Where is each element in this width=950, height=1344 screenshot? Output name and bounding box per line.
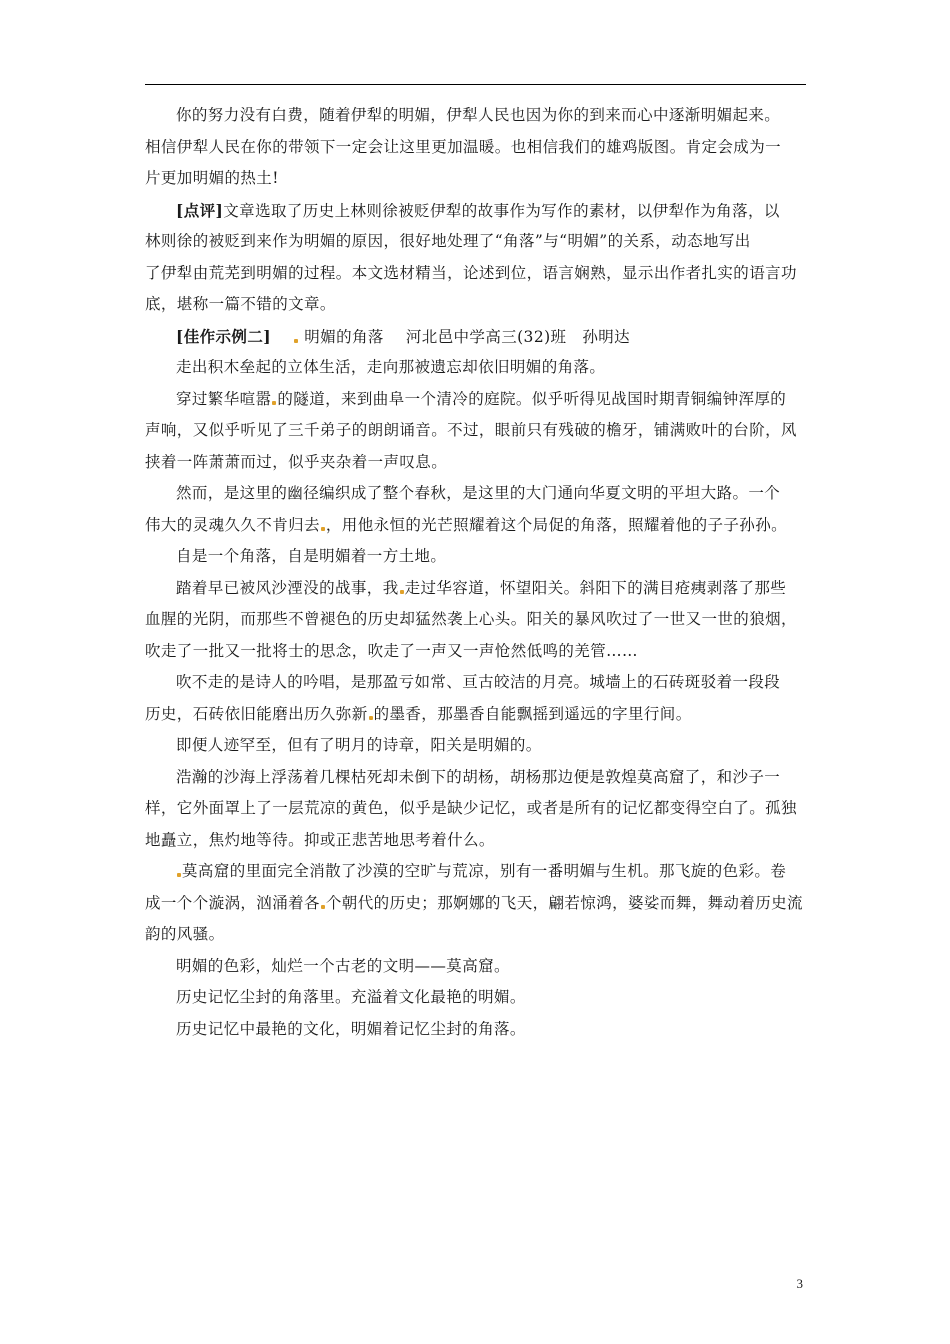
text-line: 声响，又似乎听见了三千弟子的朗朗诵音。不过，眼前只有残破的檐牙，铺满败叶的台阶，风: [145, 421, 797, 439]
text-line: 历史记忆中最艳的文化，明媚着记忆尘封的角落。: [176, 1019, 526, 1038]
header-rule: [145, 84, 806, 85]
text-span: 成一个个漩涡，汹涌着各: [145, 893, 320, 912]
mark-dot-icon: [321, 905, 325, 909]
text-span: 个朝代的历史；那婀娜的飞天，翩若惊鸿，婆娑而舞，舞动着历史流: [325, 893, 803, 912]
text-line: 挟着一阵萧萧而过，似乎夹杂着一声叹息。: [145, 452, 448, 471]
text-line: [145, 888, 810, 920]
text-line: 片更加明媚的热土!: [145, 169, 279, 187]
text-line: 血腥的光阴，而那些不曾褪色的历史却猛然袭上心头。阳关的暴风吹过了一世又一世的狼烟，: [145, 610, 797, 628]
text-line: 底，堪称一篇不错的文章。: [145, 295, 336, 313]
text-line: 地矗立，焦灼地等待。抑或正悲苦地思考着什么。: [145, 830, 495, 849]
example-label: [佳作示例二]: [176, 326, 271, 346]
document-body: [145, 100, 810, 1045]
text-line: [145, 856, 810, 888]
text-line: 吹不走的是诗人的吟唱，是那盈亏如常、亘古皎洁的月亮。城墙上的石砖斑驳着一段段: [176, 673, 781, 691]
mark-dot-icon: [177, 873, 181, 877]
text-span: 穿过繁华喧嚣: [176, 389, 272, 408]
page-number: 3: [796, 1276, 803, 1291]
text-line: 了伊犁由荒芜到明媚的过程。本文选材精当，论述到位，语言娴熟，显示出作者扎实的语言功: [145, 263, 797, 282]
text-line: 样，它外面罩上了一层荒凉的黄色，似乎是缺少记忆，或者是所有的记忆都变得空白了。孤独: [145, 799, 797, 817]
text-line: 吹走了一批又一批将士的思念，吹走了一声又一声怆然低鸣的羌管……: [145, 641, 638, 660]
review-first-line: [145, 195, 810, 227]
text-line: 韵的风骚。: [145, 925, 225, 943]
text-line: 你的努力没有白费，随着伊犁的明媚，伊犁人民也因为你的到来而心中逐渐明媚起来。: [176, 106, 781, 124]
text-line: [145, 699, 810, 731]
mark-dot-icon: [321, 527, 325, 531]
text-line: 林则徐的被贬到来作为明媚的原因，很好地处理了“角落”与“明媚”的关系，动态地写出: [145, 232, 751, 250]
text-span: 的墨香，那墨香自能飘摇到遥远的字里行间。: [373, 704, 692, 723]
text-span: 莫高窟的里面完全消散了沙漠的空旷与荒凉，别有一番明媚与生机。那飞旋的色彩。卷: [182, 862, 787, 880]
example-heading: [145, 321, 810, 353]
review-label: [点评]: [176, 200, 224, 220]
text-line: 浩瀚的沙海上浮荡着几棵枯死却未倒下的胡杨，胡杨那边便是敦煌莫高窟了，和沙子一: [176, 767, 781, 786]
text-line: 历史记忆尘封的角落里。充溢着文化最艳的明媚。: [176, 988, 526, 1006]
text-span: 走过华容道，怀望阳关。斜阳下的满目疮痍剥落了那些: [404, 578, 787, 597]
text-line: 走出积木垒起的立体生活，走向那被遗忘却依旧明媚的角落。: [176, 358, 606, 376]
mark-dot-icon: [272, 401, 276, 405]
text-span: ，用他永恒的光芒照耀着这个局促的角落，照耀着他的子子孙孙。: [325, 515, 788, 534]
mark-dot-icon: [369, 716, 373, 720]
mark-dot-icon: [400, 590, 404, 594]
text-line: [145, 510, 810, 542]
text-line: 相信伊犁人民在你的带领下一定会让这里更加温暖。也相信我们的雄鸡版图。肯定会成为一: [145, 137, 782, 156]
text-line: 明媚的色彩，灿烂一个古老的文明——莫高窟。: [176, 956, 510, 975]
mark-dot-icon: [294, 339, 298, 343]
text-line: 然而，是这里的幽径编织成了整个春秋，是这里的大门通向华夏文明的平坦大路。一个: [176, 484, 781, 502]
text-line: [145, 573, 810, 605]
text-span: 文章选取了历史上林则徐被贬伊犁的故事作为写作的素材，以伊犁作为角落，以: [223, 201, 780, 220]
text-span: 历史，石砖依旧能磨出历久弥新: [145, 704, 368, 723]
text-span: 踏着早已被风沙湮没的战事，我: [176, 578, 399, 597]
text-span: 的隧道，来到曲阜一个清冷的庭院。似乎听得见战国时期青铜编钟浑厚的: [277, 389, 787, 408]
essay-title: 明媚的角落: [304, 327, 384, 346]
text-line: 自是一个角落，自是明媚着一方土地。: [176, 547, 447, 565]
text-line: 即便人迹罕至，但有了明月的诗章，阳关是明媚的。: [176, 736, 542, 754]
text-span: 伟大的灵魂久久不肯归去: [145, 515, 320, 534]
text-line: [145, 384, 810, 416]
essay-author: 河北邑中学高三(32)班 孙明达: [405, 327, 631, 346]
